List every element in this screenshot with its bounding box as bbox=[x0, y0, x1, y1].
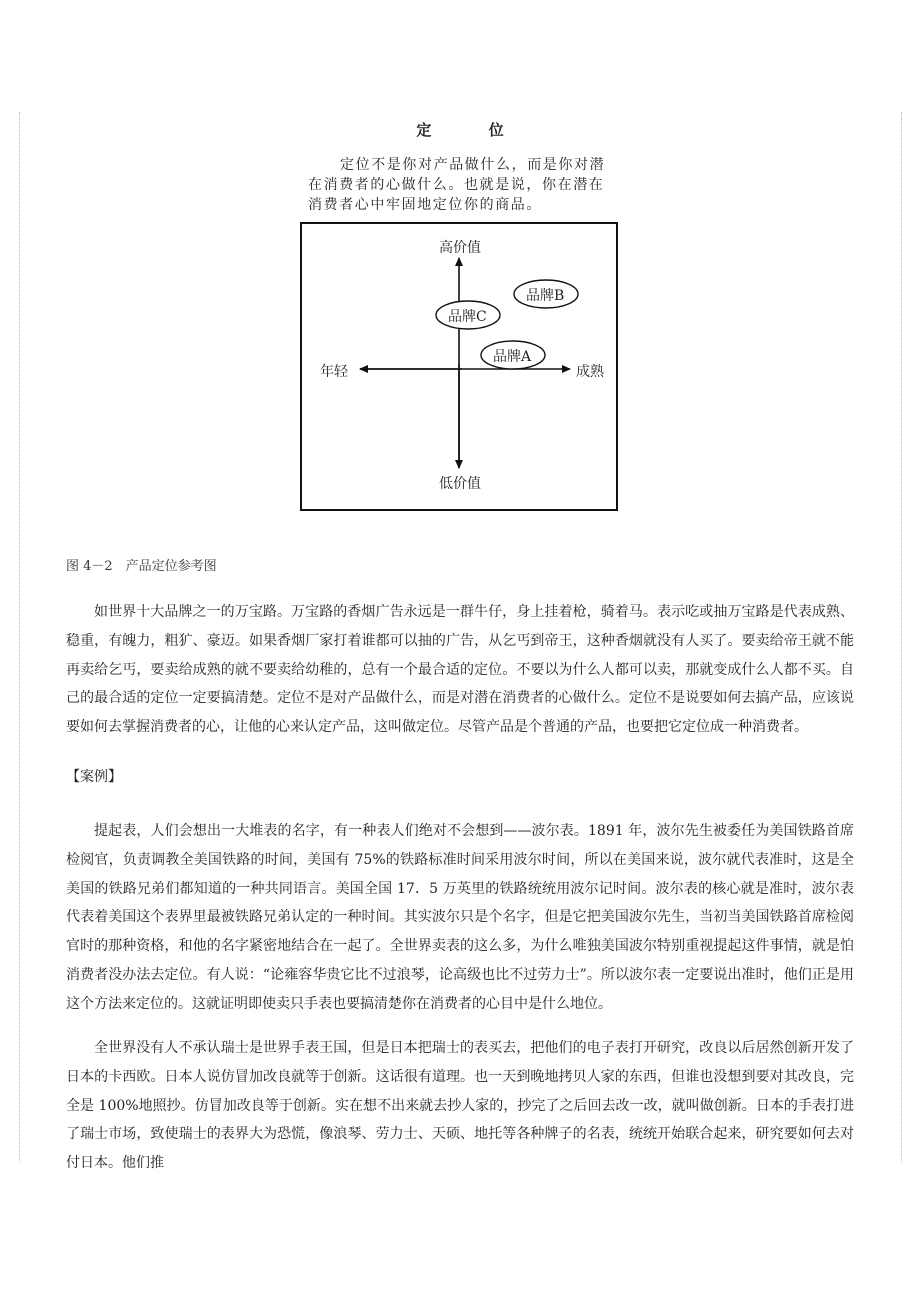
positioning-map bbox=[300, 222, 618, 511]
figure-description bbox=[308, 155, 638, 215]
figure-description-line: 消费者心中牢固地定位你的商品。 bbox=[308, 197, 542, 213]
paragraph-swiss-watch: 全世界没有人不承认瑞士是世界手表王国，但是日本把瑞士的表买去，把他们的电子表打开研究，改良以后居然创新开发了日本的卡西欧。日本人说仿冒加改良就等于创新。这话很有道理。也一天到晚地拷贝人家的东西，但谁也没想到要对其改良，完全是 100%地照抄。仿冒加改良等于创新。实在想不出来就去抄人家的，抄完了之后回去改一改，就叫做创新。日本的手表打进了瑞士市场，致使瑞士的表界大为恐慌，像浪琴、劳力士、天硕、地托等各种牌子的名表，统统开始联合起来，研究要如何去对付日本。他们推 bbox=[66, 1040, 854, 1172]
brand-b-label: 品牌B bbox=[526, 288, 565, 304]
right-margin-line bbox=[901, 112, 902, 1162]
figure-description-line: 在消费者的心做什么。也就是说，你在潜在 bbox=[308, 177, 605, 193]
left-margin-line bbox=[19, 112, 20, 1162]
paragraph-marlboro: 如世界十大品牌之一的万宝路。万宝路的香烟广告永远是一群牛仔，身上挂着枪，骑着马。表示吃或抽万宝路是代表成熟、稳重，有魄力，粗犷、豪迈。如果香烟厂家打着谁都可以抽的广告，从乞丐到帝王，这种香烟就没有人买了。要卖给帝王就不能再卖给乞丐，要卖给成熟的就不要卖给幼稚的，总有一个最合适的定位。不要以为什么人都可以卖，那就变成什么人都不买。自己的最合适的定位一定要搞清楚。定位不是对产品做什么，而是对潜在消费者的心做什么。定位不是说要如何去搞产品，应该说要如何去掌握消费者的心，让他的心来认定产品，这叫做定位。尽管产品是个普通的产品，也要把它定位成一种消费者。 bbox=[66, 604, 854, 736]
brand-c-label: 品牌C bbox=[448, 309, 487, 325]
figure-caption: 图 4－2 产品定位参考图 bbox=[66, 559, 217, 574]
axis-label-bottom: 低价值 bbox=[439, 476, 481, 492]
brand-a-label: 品牌A bbox=[493, 349, 532, 365]
axis-label-top: 高价值 bbox=[439, 240, 481, 256]
paragraph-ball-watch: 提起表，人们会想出一大堆表的名字，有一种表人们绝对不会想到——波尔表。1891 年，波尔先生被委任为美国铁路首席检阅官，负责调教全美国铁路的时间，美国有 75%的铁路标准时间采用波尔时间，所以在美国来说，波尔就代表准时，这是全美国的铁路兄弟们都知道的一种共同语言。美国全国 17．5 万英里的铁路统统用波尔记时间。波尔表的核心就是准时，波尔表代表着美国这个表界里最被铁路兄弟认定的一种时间。其实波尔只是个名字，但是它把美国波尔先生，当初当美国铁路首席检阅官时的那种资格，和他的名字紧密地结合在一起了。全世界卖表的这么多，为什么唯独美国波尔特别重视提起这件事情，就是怕消费者没办法去定位。有人说：“论雍容华贵它比不过浪琴，论高级也比不过劳力士”。所以波尔表一定要说出准时，他们正是用这个方法来定位的。这就证明即使卖只手表也要搞清楚你在消费者的心目中是什么地位。 bbox=[66, 823, 854, 1012]
case-heading: 【案例】 bbox=[66, 769, 122, 785]
figure-title: 定 位 bbox=[416, 121, 530, 139]
axis-label-right: 成熟 bbox=[576, 364, 604, 380]
axis-label-left: 年轻 bbox=[320, 364, 348, 380]
figure-description-line: 定位不是你对产品做什么，而是你对潜 bbox=[340, 157, 606, 173]
positioning-map-graphic bbox=[302, 224, 616, 509]
